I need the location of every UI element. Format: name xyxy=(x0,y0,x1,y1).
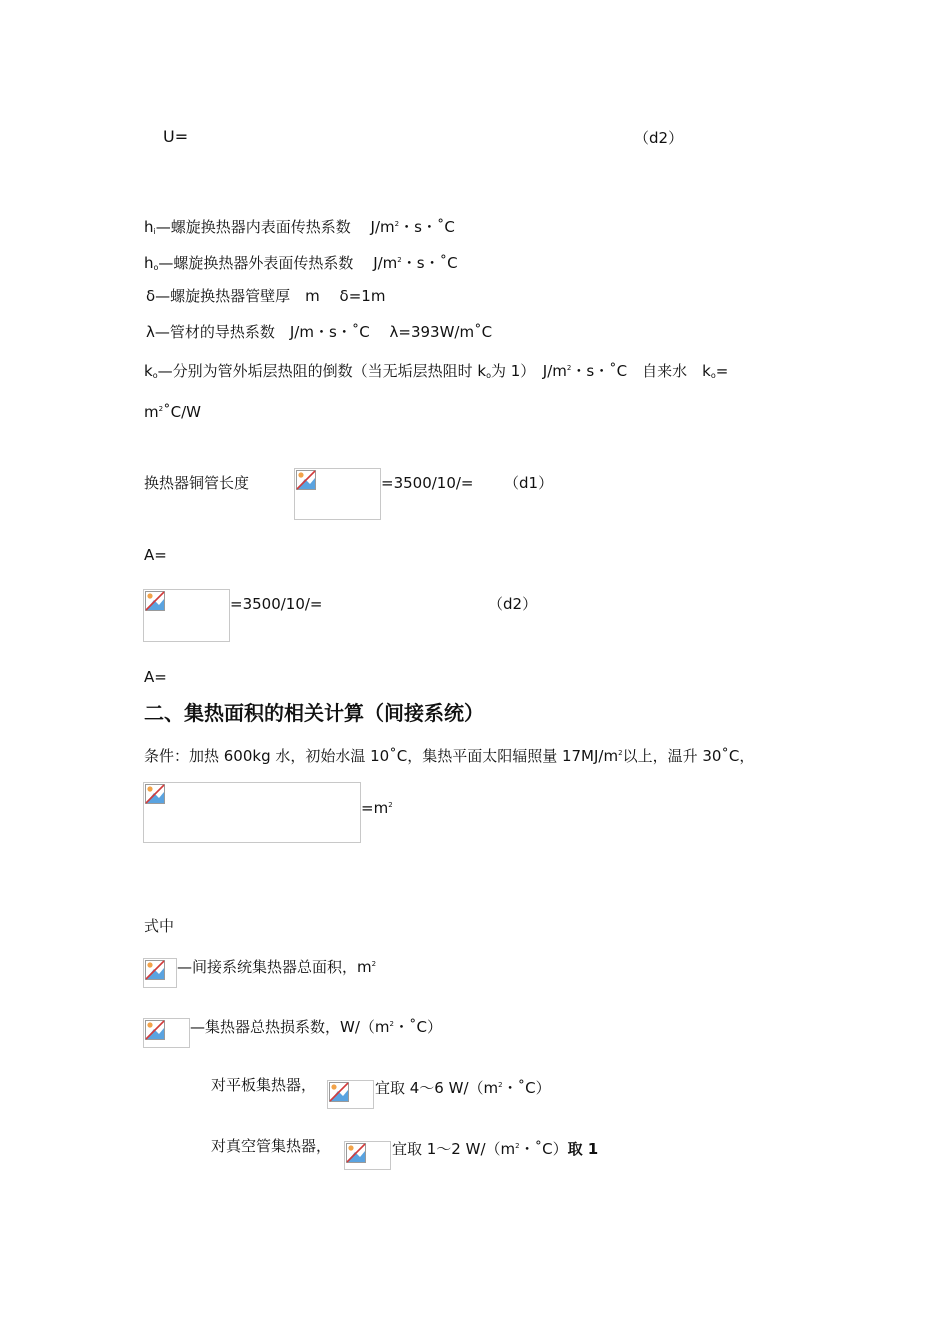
symbol-image-placeholder xyxy=(143,958,177,988)
formula-u-ref: （d2） xyxy=(634,129,684,147)
flat-collector-label: 对平板集热器， xyxy=(211,1076,317,1094)
def-hi: $h_i—$螺旋换热器内表面传热系数 $J/m^2$・s・˚C xyxy=(144,218,455,236)
section-heading: 二、集热面积的相关计算（间接系统） xyxy=(144,701,484,725)
area-calc-ref: （d2） xyxy=(488,595,538,613)
broken-image-icon xyxy=(346,1143,366,1163)
formula-u-label: U= xyxy=(163,127,189,146)
conditions-text: 条件：加热 600kg 水，初始水温 10˚C，集热平面太阳辐照量 $17MJ/m^2$以上，温升 30˚C， xyxy=(144,747,755,765)
broken-image-icon xyxy=(145,591,165,611)
def-ko: $k_o—$分别为管外垢层热阻的倒数（当无垢层热阻时 $k_o$为 1） $J/m^2$・s・˚C 自来水 $k_o=$ xyxy=(144,362,729,380)
area-calc-formula: =3500/10/= xyxy=(230,595,323,613)
formula-image-placeholder xyxy=(143,782,361,843)
vacuum-collector-value: 宜取 1～2 $W/(m^2$・˚C）取 1 xyxy=(392,1140,599,1158)
broken-image-icon xyxy=(145,960,165,980)
tube-length-formula: =3500/10/= xyxy=(381,474,474,492)
def-ho: $h_o—$螺旋换热器外表面传热系数 $J/m^2$・s・˚C xyxy=(144,254,458,272)
tube-length-ref: （d1） xyxy=(504,474,554,492)
tube-length-label: 换热器铜管长度 xyxy=(144,474,250,492)
broken-image-icon xyxy=(296,470,316,490)
symbol-image-placeholder xyxy=(344,1141,391,1170)
vacuum-collector-label: 对真空管集热器， xyxy=(211,1137,332,1155)
flat-collector-value: 宜取 4～6 $W/(m^2$・˚C） xyxy=(375,1079,551,1097)
formula-image-placeholder xyxy=(294,468,381,520)
def-ko-unit: $m^2˚C/W$ xyxy=(144,403,201,421)
broken-image-icon xyxy=(145,784,165,804)
broken-image-icon xyxy=(145,1020,165,1040)
area-label-2: A= xyxy=(144,668,167,686)
formula-image-placeholder xyxy=(143,589,230,642)
where-item-area: —间接系统集热器总面积，$m^2$ xyxy=(177,958,377,976)
symbol-image-placeholder xyxy=(327,1080,374,1109)
symbol-image-placeholder xyxy=(143,1018,190,1048)
where-label: 式中 xyxy=(144,917,175,935)
def-delta: δ—螺旋换热器管壁厚 m δ=1m xyxy=(146,287,386,305)
where-item-loss: —集热器总热损系数，$W/(m^2$・˚C） xyxy=(190,1018,442,1036)
def-lambda: λ—管材的导热系数 J/m・s・˚C λ=393W/m˚C xyxy=(146,323,493,341)
area-label-1: A= xyxy=(144,546,167,564)
area-result: $=m^2$ xyxy=(361,799,393,817)
broken-image-icon xyxy=(329,1082,349,1102)
